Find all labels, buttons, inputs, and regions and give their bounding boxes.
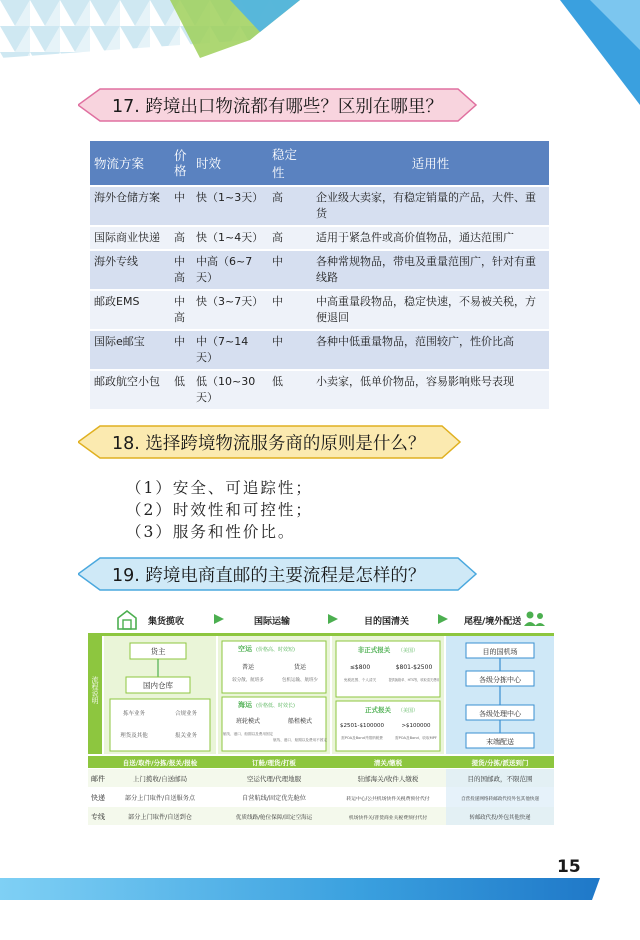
summary-header: 订舱/理货/打板 [252, 759, 296, 767]
sea-charter: 船租模式 [287, 718, 313, 725]
cell-plan: 国际e邮宝 [90, 330, 170, 370]
air-transport-note: (价格高、时效短) [256, 647, 295, 653]
mode-cell: 目的国邮政，不限范围 [467, 775, 533, 783]
stage-label: 目的国清关 [364, 617, 410, 627]
q19-title: 19. 跨境电商直邮的主要流程是怎样的？ [112, 566, 426, 586]
cell-usage: 适用于紧急件或高价值物品，通达范围广 [312, 226, 549, 250]
air-regular: 普运 [241, 664, 255, 671]
stage-label: 尾程/境外配送 [464, 617, 522, 627]
flow-side-label: 流程说明 [91, 676, 99, 704]
cell-stability: 低 [268, 370, 312, 409]
table-row [90, 250, 549, 290]
delivery-step: 目的国机场 [482, 648, 518, 656]
principles-list [126, 477, 313, 543]
table-row [90, 226, 549, 250]
cell-time: 中（7~14天） [192, 330, 268, 370]
mode-cell: 驻邮海关/收件人缴税 [357, 775, 419, 783]
formal-declaration-region: （美国） [397, 708, 419, 714]
cell-time: 快（3~7天） [192, 290, 268, 330]
cell-stability: 高 [268, 226, 312, 250]
tier-value: $2501-$100000 [340, 723, 384, 729]
air-cargo-note: 包机运输、航班少 [282, 678, 318, 683]
cell-time: 快（1~3天） [192, 186, 268, 226]
header-usage: 适用性 [312, 141, 549, 186]
cell-price: 中 [170, 186, 192, 226]
tier-note: 需POA及Bond、收取MPF [395, 736, 437, 740]
mode-cell: 上门揽收/自送邮局 [132, 775, 188, 783]
summary-header: 自送/取件/分拣/报关/报检 [122, 759, 198, 767]
cell-usage: 各种中低重量物品，范围较广，性价比高 [312, 330, 549, 370]
principle-item: （2）时效性和可控性； [126, 501, 313, 519]
air-transport-title: 空运 [238, 645, 252, 653]
mode-cell: 部分上门取件/自送到仓 [128, 814, 192, 821]
cell-price: 中 [170, 330, 192, 370]
mode-cell: 优质线路/舱位保障/固定空海运 [235, 815, 313, 821]
warehouse-service: 报关业务 [174, 733, 198, 739]
tier-note: 免税范围、个人清关 [343, 678, 377, 682]
q17-title: 17. 跨境出口物流都有哪些？区别在哪里？ [112, 97, 443, 117]
tier-note: 需POA及Bond并缴纳税费 [341, 736, 383, 740]
sea-transport-title: 海运 [238, 701, 252, 709]
summary-header: 提货/分拣/派送到门 [471, 759, 529, 767]
cell-plan: 国际商业快递 [90, 226, 170, 250]
mode-cell: 自营投递网络转邮政代投外包其他快递 [460, 797, 540, 802]
header-plan: 物流方案 [90, 141, 170, 186]
cell-time: 低（10~30天） [192, 370, 268, 409]
cell-usage: 中高重量段物品，稳定快速，不易被关税，方便退回 [312, 290, 549, 330]
sea-charter-note: 航线、港口、船期以及费用不固定 [273, 738, 327, 742]
tier-note: 提供换箱单、HTS等，收取清关费用 [388, 678, 440, 682]
sea-transport-note: (价格低、时效长) [256, 703, 295, 709]
mode-label: 邮件 [91, 775, 105, 783]
mode-label: 专线 [91, 813, 105, 821]
header-stability: 稳定性 [268, 141, 312, 186]
cell-stability: 中 [268, 250, 312, 290]
mode-cell: 机场快件关/普货商业关税费预付代付 [348, 816, 428, 821]
cell-time: 快（1~4天） [192, 226, 268, 250]
shipper-box: 货主 [150, 647, 166, 656]
stage-label: 集货揽收 [148, 617, 185, 627]
sea-liner: 班轮模式 [235, 718, 261, 725]
top-left-triangle-decoration [0, 0, 300, 60]
warehouse-service: 拣车业务 [122, 711, 146, 717]
principle-item: （1）安全、可追踪性； [126, 479, 313, 497]
principle-item: （3）服务和性价比。 [126, 523, 296, 541]
cell-time: 中高（6~7天） [192, 250, 268, 290]
q18-title: 18. 选择跨境物流服务商的原则是什么？ [112, 434, 426, 454]
table-header-row [90, 141, 549, 186]
warehouse-service: 合规业务 [174, 711, 198, 717]
delivery-step: 末端配送 [486, 738, 514, 746]
stage-label: 国际运输 [254, 617, 291, 627]
cell-stability: 中 [268, 290, 312, 330]
cell-usage: 企业级大卖家，有稳定销量的产品，大件、重货 [312, 186, 549, 226]
tier-value: >$100000 [401, 723, 431, 729]
cell-price: 低 [170, 370, 192, 409]
mode-cell: 自营航线/固定优先舱位 [242, 795, 306, 802]
formal-declaration-title: 正式报关 [365, 706, 391, 714]
direct-mail-flow-diagram [88, 605, 554, 827]
q19-banner [78, 557, 478, 591]
mode-cell: 空运代理/代理地服 [246, 775, 302, 783]
cell-plan: 海外专线 [90, 250, 170, 290]
cell-price: 中高 [170, 290, 192, 330]
header-time: 时效 [192, 141, 268, 186]
table-row [90, 290, 549, 330]
mode-label: 快递 [91, 794, 105, 802]
summary-header: 清关/缴税 [373, 759, 403, 767]
domestic-warehouse-box: 国内仓库 [143, 681, 173, 690]
tier-value: $801-$2500 [395, 664, 433, 671]
delivery-step: 各级处理中心 [479, 710, 521, 718]
sea-liner-note: 航线、港口、船期以及费用固定 [222, 732, 274, 736]
cell-stability: 中 [268, 330, 312, 370]
cell-stability: 高 [268, 186, 312, 226]
cell-usage: 各种常规物品，带电及重量范围广，针对有重线路 [312, 250, 549, 290]
tier-value: ≤$800 [349, 664, 371, 671]
informal-declaration-title: 非正式报关 [357, 646, 391, 654]
cell-price: 高 [170, 226, 192, 250]
mode-cell: 部分上门取件/自送服务点 [124, 795, 196, 802]
cell-price: 中高 [170, 250, 192, 290]
informal-declaration-region: （美国） [397, 648, 419, 654]
bottom-gradient-band [0, 874, 640, 904]
cell-usage: 小卖家，低单价物品，容易影响账号表现 [312, 370, 549, 409]
delivery-step: 各级分拣中心 [479, 676, 521, 684]
table-row [90, 330, 549, 370]
air-regular-note: 较分散、航班多 [232, 678, 264, 683]
air-cargo: 货运 [293, 664, 307, 671]
table-row [90, 370, 549, 409]
warehouse-service: 理货及其他 [120, 733, 148, 739]
header-price: 价格 [170, 141, 192, 186]
top-right-blue-decoration [520, 0, 640, 110]
mode-cell: 转运中心/公共机场快件关税费预付代付 [346, 797, 430, 802]
page-number: 15 [557, 857, 581, 877]
q18-banner [78, 425, 462, 459]
cell-plan: 邮政EMS [90, 290, 170, 330]
cell-plan: 邮政航空小包 [90, 370, 170, 409]
table-row [90, 186, 549, 226]
q17-banner [78, 88, 478, 122]
cell-plan: 海外仓储方案 [90, 186, 170, 226]
logistics-comparison-table [90, 141, 549, 409]
mode-cell: 转邮政代投/外包其他快递 [469, 815, 531, 821]
